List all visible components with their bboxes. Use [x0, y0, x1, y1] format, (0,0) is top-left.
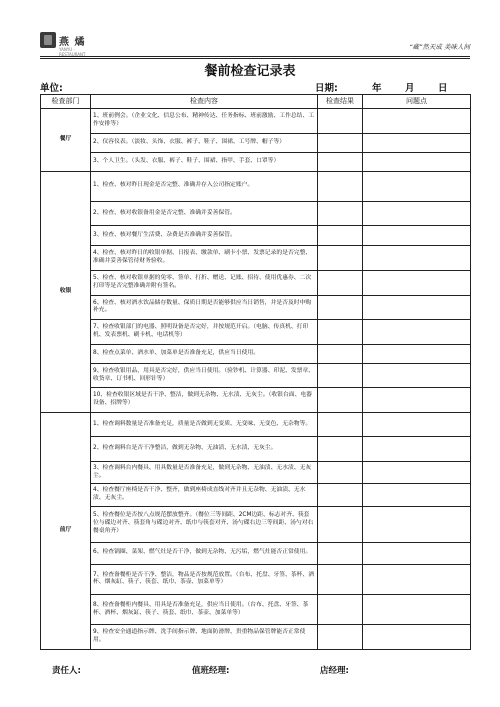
- result-cell[interactable]: [318, 412, 363, 437]
- result-cell[interactable]: [318, 295, 363, 320]
- slogan: “藏”然天成 美味人间: [409, 43, 470, 51]
- table-row: [41, 506, 471, 542]
- issue-cell[interactable]: [363, 344, 471, 363]
- table-header-row: [41, 95, 471, 109]
- issue-cell[interactable]: [363, 388, 471, 413]
- issue-cell[interactable]: [363, 462, 471, 484]
- issue-cell[interactable]: [363, 412, 471, 437]
- table-row: [41, 201, 471, 226]
- check-item: 6、检查锅圈、菜架、燃气灶是否干净，做到无杂物、无污垢，燃气灶能否正常使用。: [91, 542, 318, 564]
- check-item: 8、检查备餐柜内餐具、用具是否准备充足，供应当日使用。（台布、托盘、牙签、茶杯、酒杯、烟灰缸、筷子、筷套、纸巾、茶壶、加菜单等）: [91, 595, 318, 625]
- issue-cell[interactable]: [363, 506, 471, 542]
- result-cell[interactable]: [318, 625, 363, 650]
- check-item: 10、检查收银区域是否干净、整洁，做到无杂物、无水渍、无灰尘。（收银台面、电器设备、招牌等）: [91, 388, 318, 413]
- check-item: 3、检查、核对餐厅生活费、杂费是否准确并妥善保管。: [91, 226, 318, 246]
- result-cell[interactable]: [318, 595, 363, 625]
- check-item: 7、检查备餐柜是否干净、整洁，物品是否按规范放置。（台布、托盘、牙签、茶杯、酒杯、烟灰缸、筷子、筷套、纸巾、茶壶、加菜单等）: [91, 564, 318, 594]
- issue-cell[interactable]: [363, 295, 471, 320]
- year-label: 年: [372, 83, 382, 94]
- header-content: 检查内容: [91, 95, 318, 109]
- store-manager-label: 店经理:: [320, 666, 349, 676]
- issue-cell[interactable]: [363, 246, 471, 271]
- issue-cell[interactable]: [363, 152, 471, 171]
- dept-cell: 收银: [41, 171, 91, 412]
- day-label: 日: [438, 83, 448, 94]
- header-result: 检查结果: [318, 95, 363, 109]
- dept-cell: 前厅: [41, 412, 91, 649]
- check-item: 8、检查点菜单、酒水单、加菜单是否准备充足，供应当日使用。: [91, 344, 318, 363]
- table-row: [41, 437, 471, 462]
- meta-row: [40, 80, 470, 94]
- issue-cell[interactable]: [363, 625, 471, 650]
- table-row: [41, 363, 471, 388]
- issue-cell[interactable]: [363, 201, 471, 226]
- check-item: 7、检查收银部门的电器、照明设备是否完好，并按规范开启。（电脑、传真机、打印机、发表票机、刷卡机、电话机等）: [91, 320, 318, 345]
- result-cell[interactable]: [318, 320, 363, 345]
- table-row: [41, 246, 471, 271]
- header-dept: 检查部门: [41, 95, 91, 109]
- table-row: [41, 226, 471, 246]
- signature-row: [40, 664, 470, 678]
- table-row: [41, 271, 471, 296]
- result-cell[interactable]: [318, 506, 363, 542]
- check-item: 5、检查餐位是否按八点规范摆放整齐。（餐位三等间距、2CM边距、标志对齐、筷套位与碟边对齐、筷套角与碟边对齐、纸巾与筷套对齐、汤勺碟右边三等间距、汤勺对右餐桌角齐）: [91, 506, 318, 542]
- issue-cell[interactable]: [363, 171, 471, 201]
- result-cell[interactable]: [318, 437, 363, 462]
- table-row: [41, 320, 471, 345]
- result-cell[interactable]: [318, 363, 363, 388]
- issue-cell[interactable]: [363, 437, 471, 462]
- result-cell[interactable]: [318, 226, 363, 246]
- result-cell[interactable]: [318, 246, 363, 271]
- issue-cell[interactable]: [363, 363, 471, 388]
- table-row: [41, 388, 471, 413]
- unit-label: 单位:: [40, 83, 63, 94]
- inspection-table: [40, 94, 471, 650]
- check-item: 9、检查收银用品，用具是否完好，供应当日使用。（验钞机、计算器、印泥、发票章、收货章、订书机、回形针等）: [91, 363, 318, 388]
- dept-cell: 餐厅: [41, 109, 91, 172]
- check-item: 4、检查、核对昨日的收银单据、日报表、缴款单、刷卡小票、发票记录的是否完整、准确并妥善保管待财务验收。: [91, 246, 318, 271]
- page-header: [40, 28, 470, 56]
- result-cell[interactable]: [318, 271, 363, 296]
- result-cell[interactable]: [318, 152, 363, 171]
- result-cell[interactable]: [318, 564, 363, 594]
- issue-cell[interactable]: [363, 595, 471, 625]
- check-item: 4、检查餐厅座椅是否干净、整齐，做到座椅成直线对齐并且无杂物、无油渍、无水渍、无灰尘。: [91, 484, 318, 506]
- result-cell[interactable]: [318, 109, 363, 134]
- check-item: 5、检查、核对收银单据的免零、签单、打折、赠送、记账、招待、使用优惠券、二次打印等是否完整准确并附有签名。: [91, 271, 318, 296]
- issue-cell[interactable]: [363, 226, 471, 246]
- table-row: [41, 412, 471, 437]
- check-item: 2、检查、核对收银备用金是否完整、准确并妥善保管。: [91, 201, 318, 226]
- issue-cell[interactable]: [363, 271, 471, 296]
- issue-cell[interactable]: [363, 484, 471, 506]
- month-label: 月: [405, 83, 415, 94]
- check-item: 1、检查调料数量是否准备充足，质量是否做到无变质、无变味、无变色、无杂物等。: [91, 412, 318, 437]
- result-cell[interactable]: [318, 133, 363, 152]
- issue-cell[interactable]: [363, 542, 471, 564]
- logo-text: 燕 燏: [59, 36, 86, 48]
- issue-cell[interactable]: [363, 109, 471, 134]
- duty-manager-label: 值班经理:: [192, 666, 230, 676]
- result-cell[interactable]: [318, 542, 363, 564]
- table-row: [41, 564, 471, 594]
- logo-mark-icon: [40, 32, 56, 48]
- header-divider: [40, 56, 470, 57]
- table-row: [41, 152, 471, 171]
- header-divider-thin: [40, 58, 470, 59]
- table-row: [41, 625, 471, 650]
- table-body: [41, 109, 471, 650]
- check-item: 3、检查调料台内餐具、用具数量是否准备充足，做到无杂物、无油渍、无水渍、无灰尘。: [91, 462, 318, 484]
- check-item: 6、检查、核对酒水饮品储存数量、保质日期是否能够供应当日销售，并是否及时申购补充。: [91, 295, 318, 320]
- issue-cell[interactable]: [363, 133, 471, 152]
- result-cell[interactable]: [318, 484, 363, 506]
- result-cell[interactable]: [318, 462, 363, 484]
- date-label: 日期:: [315, 83, 338, 94]
- header-issue: 问题点: [363, 95, 471, 109]
- result-cell[interactable]: [318, 171, 363, 201]
- issue-cell[interactable]: [363, 564, 471, 594]
- table-row: [41, 484, 471, 506]
- table-row: [41, 542, 471, 564]
- result-cell[interactable]: [318, 388, 363, 413]
- table-row: [41, 171, 471, 201]
- result-cell[interactable]: [318, 344, 363, 363]
- check-item: 2、仪容仪表。（淡妆、头饰、衣服、裤子、鞋子、围裙、工号牌、帽子等）: [91, 133, 318, 152]
- issue-cell[interactable]: [363, 320, 471, 345]
- page-title: 餐前检查记录表: [204, 64, 296, 79]
- table-row: [41, 595, 471, 625]
- check-item: 2、检查调料台是否干净整洁，做到无杂物、无油渍、无水渍、无灰尘。: [91, 437, 318, 462]
- check-item: 9、检查安全通道指示牌、洗手间指示牌、地面防滑牌、贵重物品保管牌能否正常使用。: [91, 625, 318, 650]
- table-row: [41, 462, 471, 484]
- check-item: 3、个人卫生。（头发、衣服、裤子、鞋子、围裙、指甲、手套、口罩等）: [91, 152, 318, 171]
- table-row: [41, 133, 471, 152]
- table-row: [41, 109, 471, 134]
- table-row: [41, 295, 471, 320]
- check-item: 1、班前例会。（企业文化、信息公布、精神传达、任务指标、班前激励、工作总结、工作安排等）: [91, 109, 318, 134]
- table-row: [41, 344, 471, 363]
- brand-logo: [40, 32, 86, 57]
- responsible-label: 责任人:: [52, 666, 81, 676]
- logo-subtext: YANYU · RESTAURANT: [59, 47, 86, 57]
- result-cell[interactable]: [318, 201, 363, 226]
- check-item: 1、检查、核对昨日现金是否完整、准确并存入公司指定账户。: [91, 171, 318, 201]
